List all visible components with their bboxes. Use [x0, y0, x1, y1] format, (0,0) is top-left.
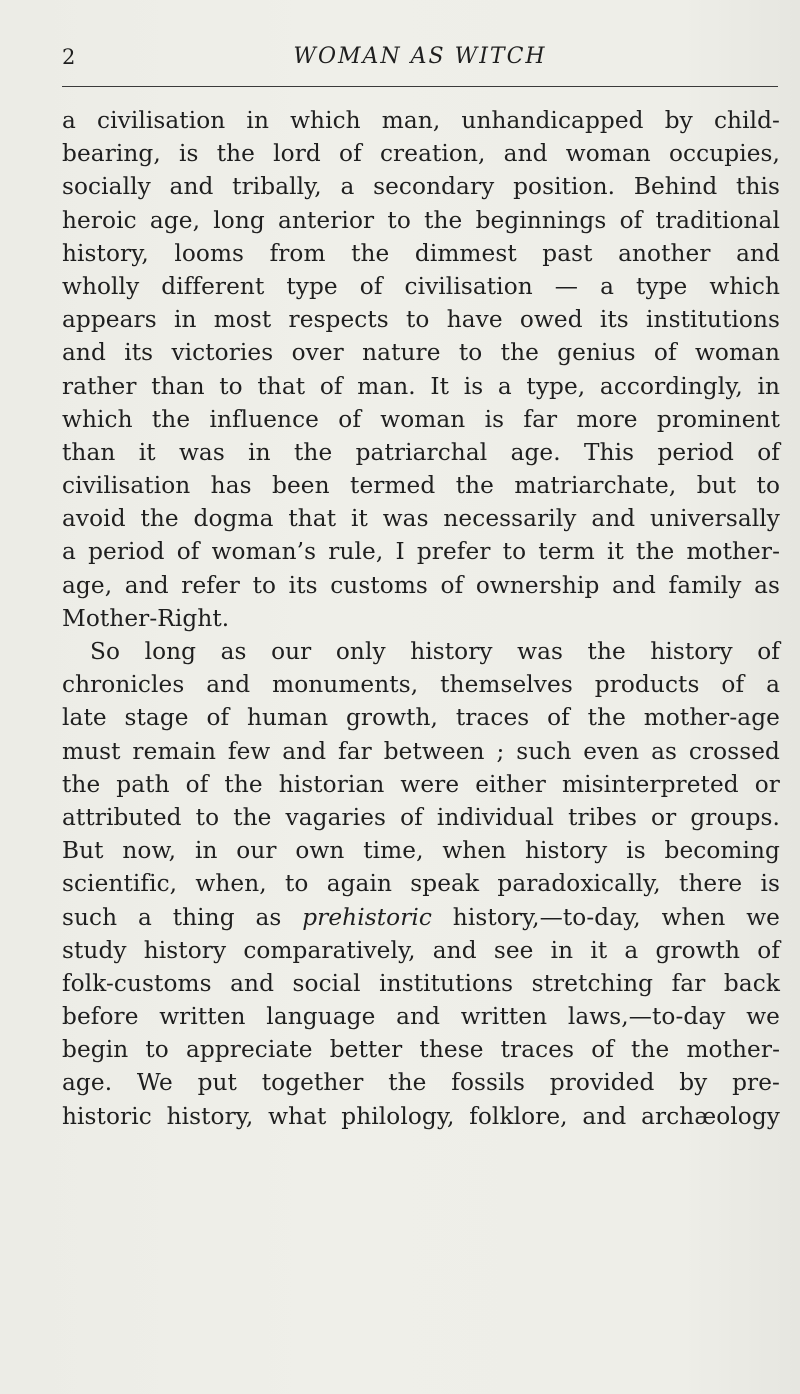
- text-line: age. We put together the fossils provided by pre-: [62, 1069, 780, 1097]
- text-line: So long as our only history was the history of: [90, 638, 780, 665]
- text-segment: history,—to-day, when we: [431, 903, 780, 931]
- text-line: history, looms from the dimmest past another and: [62, 239, 780, 267]
- text-line: avoid the dogma that it was necessarily and universally: [62, 505, 780, 533]
- text-line: attributed to the vagaries of individual tribes or groups.: [62, 803, 780, 831]
- text-line: study history comparatively, and see in it a growth of: [62, 936, 780, 964]
- text-line: civilisation has been termed the matriarchate, but to: [62, 472, 780, 500]
- text-line: late stage of human growth, traces of the mother-age: [62, 704, 780, 732]
- text-line: historic history, what philology, folklore, and archæology: [62, 1102, 780, 1130]
- text-line: and its victories over nature to the genius of woman: [62, 339, 780, 367]
- text-line: a civilisation in which man, unhandicapped by child-: [62, 107, 780, 134]
- text-line: the path of the historian were either misinterpreted or: [62, 770, 780, 798]
- text-line: before written language and written laws,—to-day we: [62, 1003, 780, 1031]
- header-rule: [62, 86, 778, 87]
- text-line-with-emphasis: [62, 901, 780, 934]
- page-number: 2: [62, 45, 76, 69]
- text-line: appears in most respects to have owed its institutions: [62, 306, 780, 334]
- text-line: folk-customs and social institutions stretching far back: [62, 969, 780, 997]
- text-line: bearing, is the lord of creation, and woman occupies,: [62, 140, 780, 168]
- text-line: than it was in the patriarchal age. This period of: [62, 438, 780, 466]
- text-segment: such a thing as: [62, 903, 303, 931]
- text-line: heroic age, long anterior to the beginnings of traditional: [62, 206, 780, 234]
- emphasized-word: prehistoric: [302, 903, 432, 931]
- running-title: WOMAN AS WITCH: [293, 44, 547, 69]
- text-line: age, and refer to its customs of ownership and family as: [62, 571, 780, 599]
- text-line: a period of woman’s rule, I prefer to term it the mother-: [62, 538, 780, 566]
- text-line: begin to appreciate better these traces of the mother-: [62, 1036, 780, 1064]
- text-line: socially and tribally, a secondary position. Behind this: [62, 173, 780, 201]
- text-line: must remain few and far between ; such even as crossed: [62, 737, 780, 765]
- text-line: But now, in our own time, when history is becoming: [62, 837, 780, 865]
- text-line: wholly different type of civilisation — a type which: [62, 272, 780, 300]
- text-line: which the influence of woman is far more prominent: [62, 405, 780, 433]
- text-line: chronicles and monuments, themselves products of a: [62, 671, 780, 699]
- text-line: scientific, when, to again speak paradoxically, there is: [62, 870, 780, 898]
- text-line: rather than to that of man. It is a type, accordingly, in: [62, 372, 780, 400]
- text-line: Mother-Right.: [62, 604, 230, 632]
- body-text: [62, 104, 780, 1133]
